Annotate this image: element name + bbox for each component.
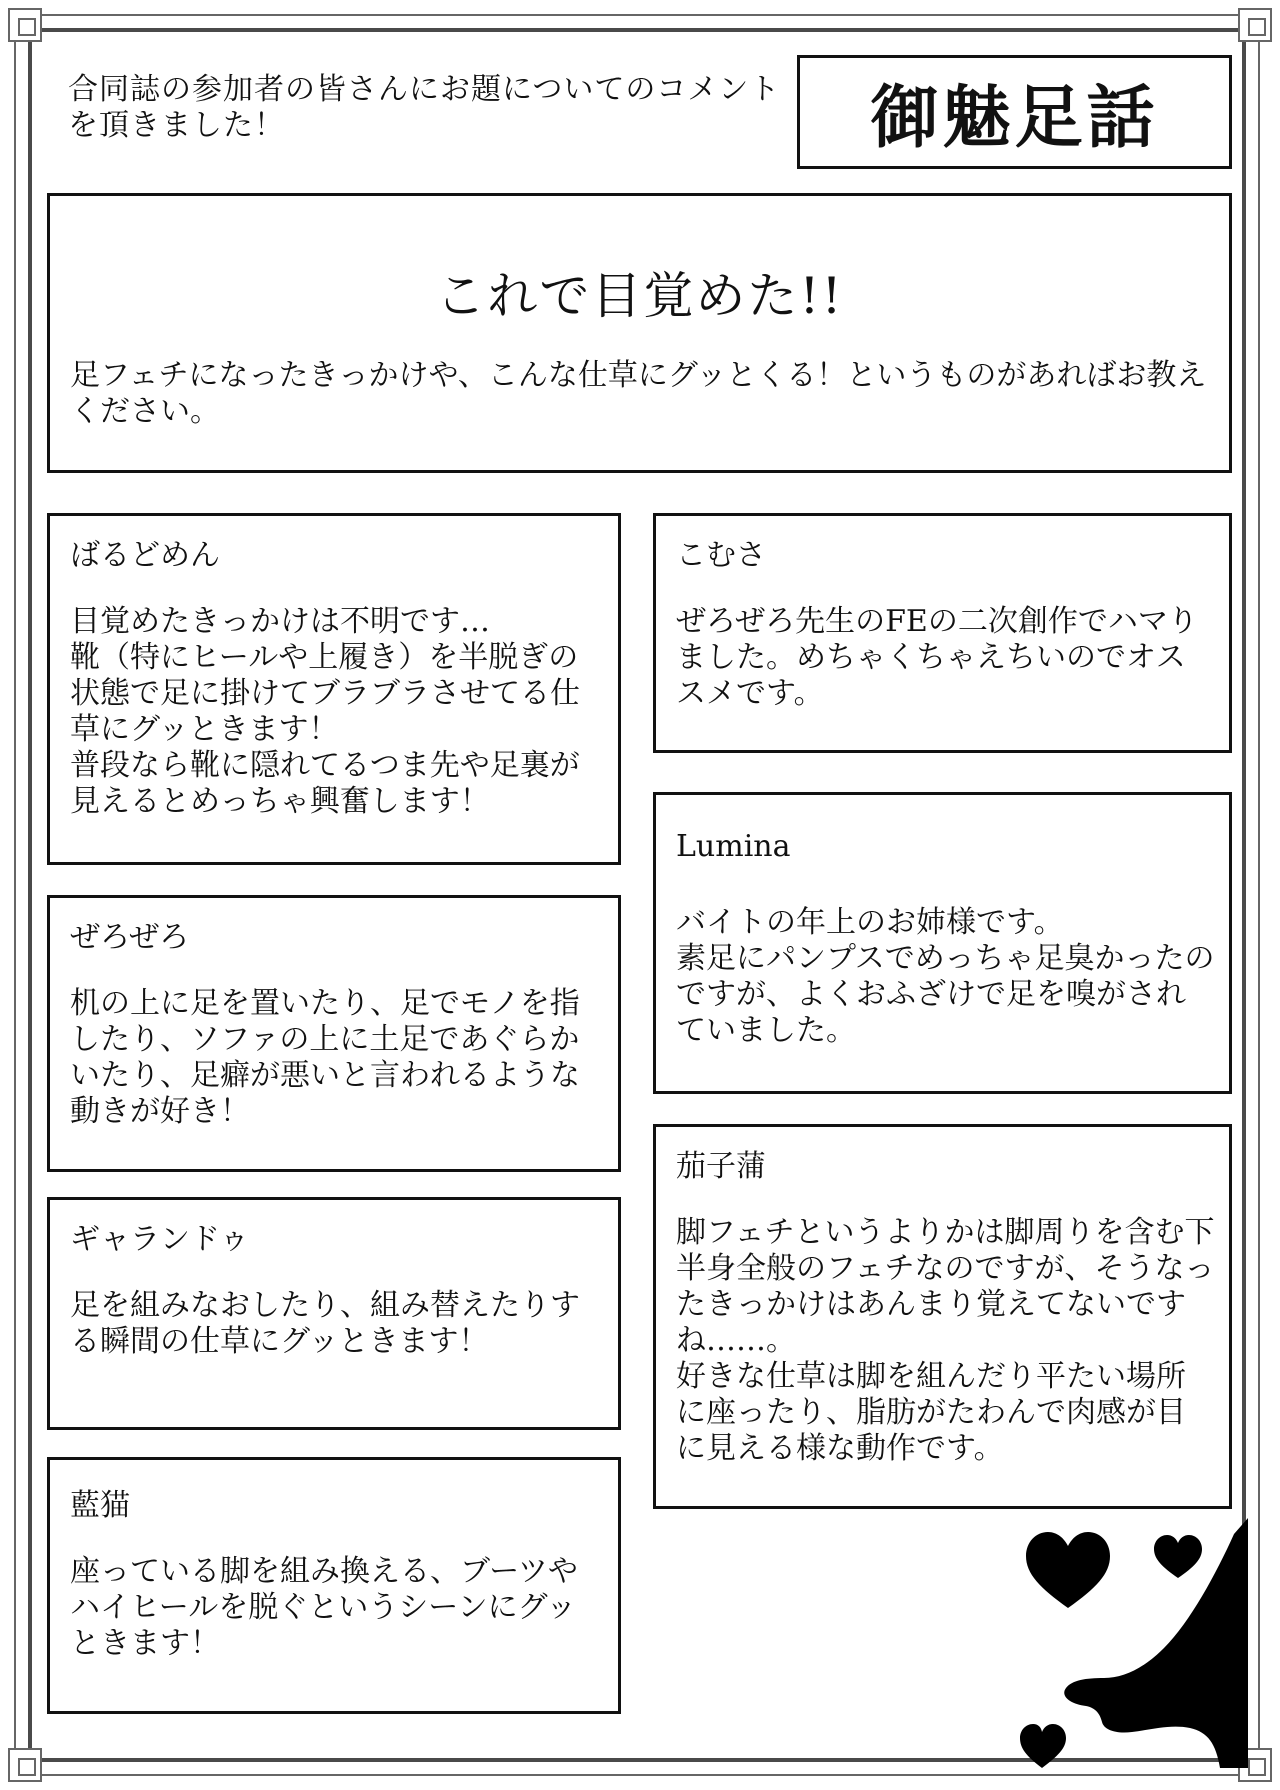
comment-card-komusa [653, 513, 1232, 753]
heart-icon [1154, 1535, 1202, 1578]
comment-text: ぜろぜろ先生のFEの二次創作でハマりました。めちゃくちゃえちいのでオススメです。 [676, 604, 1198, 711]
hearts-foot-decoration [1020, 1518, 1248, 1768]
theme-box [47, 193, 1232, 473]
theme-prompt: 足フェチになったきっかけや、こんな仕草にグッとくる！というものがあればお教えください。 [70, 358, 1207, 429]
comment-text: 座っている脚を組み換える、ブーツやハイヒールを脱ぐというシーンにグッときます！ [70, 1554, 578, 1661]
comment-card-gyarando [47, 1197, 621, 1430]
frame-corner-ornament [8, 1748, 42, 1782]
frame-corner-ornament [8, 8, 42, 42]
comment-card-nasubi [653, 1124, 1232, 1509]
comment-card-lumina [653, 792, 1232, 1094]
comment-card-zerozero [47, 895, 621, 1172]
comment-text: バイトの年上のお姉様です。 素足にパンプスでめっちゃ足臭かったのですが、よくおふざけで足を嗅がされていました。 [676, 905, 1215, 1048]
commenter-name: 茄子蒲 [676, 1149, 766, 1184]
frame-corner-ornament [1238, 8, 1272, 42]
commenter-name: 藍猫 [70, 1488, 130, 1523]
brand-title-box [797, 55, 1232, 169]
theme-title: これで目覚めた!! [435, 267, 844, 325]
comment-text: 机の上に足を置いたり、足でモノを指したり、ソファの上に土足であぐらかいたり、足癖が悪いと言われるような動きが好き！ [70, 986, 580, 1129]
comment-text: 足を組みなおしたり、組み替えたりする瞬間の仕草にグッときます！ [70, 1288, 580, 1359]
heart-icon [1020, 1724, 1066, 1768]
commenter-name: ギャランドゥ [70, 1222, 250, 1257]
brand-title: 御魅足話 [870, 77, 1159, 158]
intro-text: 合同誌の参加者の皆さんにお題についてのコメントを頂きました！ [68, 72, 781, 143]
commenter-name: Lumina [676, 829, 791, 864]
commenter-name: ばるどめん [70, 538, 220, 573]
commenter-name: ぜろぜろ [70, 920, 190, 955]
commenter-name: こむさ [676, 538, 766, 573]
comment-card-ranmyo [47, 1457, 621, 1714]
heart-icon [1026, 1532, 1110, 1608]
comment-text: 目覚めたきっかけは不明です… 靴（特にヒールや上履き）を半脱ぎの状態で足に掛けてブラブラさせてる仕草にグッときます！ 普段なら靴に隠れてるつま先や足裏が見えるとめっちゃ興奮します！ [70, 604, 580, 819]
comment-text: 脚フェチというよりかは脚周りを含む下半身全般のフェチなのですが、そうなったきっかけはあんまり覚えてないですね……。 好きな仕草は脚を組んだり平たい場所に座ったり、脂肪がたわんで肉感が目に見える様な動作です。 [676, 1215, 1215, 1466]
comment-card-barudomen [47, 513, 621, 865]
